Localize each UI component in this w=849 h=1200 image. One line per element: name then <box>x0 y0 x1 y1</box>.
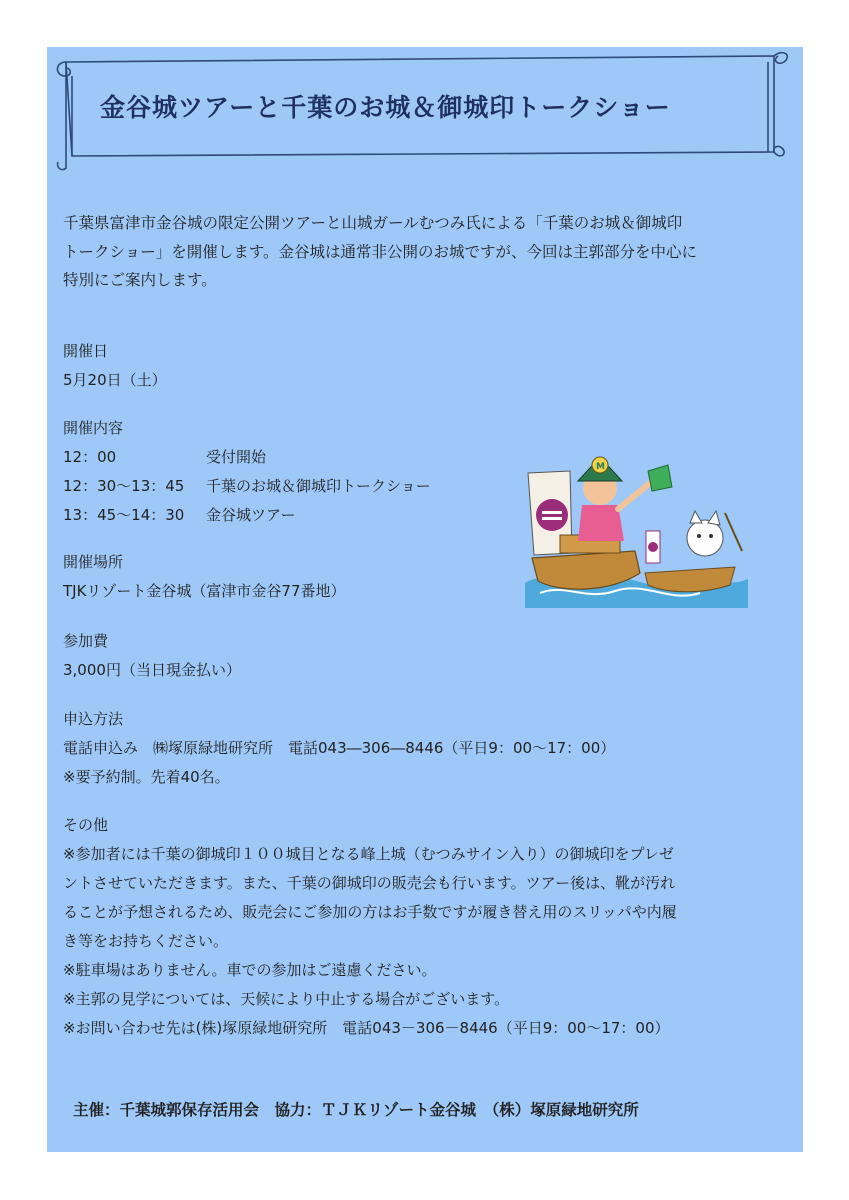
apply-heading: 申込方法 <box>63 710 124 728</box>
fee-section <box>63 627 241 685</box>
venue-section <box>63 548 346 606</box>
other-line: き等をお持ちください。 <box>63 932 229 950</box>
schedule-time: 12：30〜13：45 <box>63 477 185 495</box>
schedule-row <box>63 501 431 530</box>
other-line: ※お問い合わせ先は(株)塚原緑地研究所 電話043－306－8446（平日9：00〜17：00） <box>63 1019 670 1037</box>
schedule-row <box>63 472 431 501</box>
svg-text:M: M <box>596 462 605 472</box>
page-title: 金谷城ツアーと千葉のお城＆御城印トークショー <box>100 93 671 122</box>
content-section <box>63 414 431 530</box>
other-section <box>63 811 783 1043</box>
other-line: ントさせていただきます。また、千葉の御城印の販売会も行います。ツアー後は、靴が汚れ <box>63 874 676 892</box>
schedule-item: 受付開始 <box>206 448 267 466</box>
intro-line: トークショー」を開催します。金谷城は通常非公開のお城ですが、今回は主郭部分を中心に <box>63 242 697 261</box>
schedule-item: 金谷城ツアー <box>206 506 296 524</box>
intro-text <box>63 209 783 295</box>
venue-value: TJKリゾート金谷城（富津市金谷77番地） <box>63 582 346 600</box>
other-line: ※主郭の見学については、天候により中止する場合がございます。 <box>63 990 510 1008</box>
other-line: ることが予想されるため、販売会にご参加の方はお手数ですが履き替え用のスリッパや内履 <box>63 903 677 921</box>
schedule-time: 12：00 <box>63 448 117 466</box>
schedule-time: 13：45〜14：30 <box>63 506 185 524</box>
schedule-item: 千葉のお城＆御城印トークショー <box>206 477 431 495</box>
apply-line: 電話申込み ㈱塚原緑地研究所 電話043―306―8446（平日9：00〜17：00） <box>63 739 616 757</box>
apply-line: ※要予約制。先着40名。 <box>63 768 230 786</box>
ship-mascot-illustration <box>520 443 750 608</box>
intro-line: 千葉県富津市金谷城の限定公開ツアーと山城ガールむつみ氏による「千葉のお城＆御城印 <box>63 214 683 232</box>
date-section <box>63 337 167 395</box>
other-line: ※参加者には千葉の御城印１００城目となる峰上城（むつみサイン入り）の御城印をプレゼ <box>63 845 674 863</box>
venue-heading: 開催場所 <box>63 553 124 571</box>
other-heading: その他 <box>63 816 109 834</box>
fee-heading: 参加費 <box>63 632 109 650</box>
date-value: 5月20日（土） <box>63 371 167 389</box>
apply-section <box>63 705 615 792</box>
organizer-footer: 主催：千葉城郭保存活用会 協力：ＴＪＫリゾート金谷城 （株）塚原緑地研究所 <box>73 1101 639 1119</box>
schedule-row <box>63 443 431 472</box>
date-heading: 開催日 <box>63 342 109 360</box>
fee-value: 3,000円（当日現金払い） <box>63 661 241 679</box>
intro-line: 特別にご案内します。 <box>63 271 217 289</box>
content-heading: 開催内容 <box>63 419 124 437</box>
other-line: ※駐車場はありません。車での参加はご遠慮ください。 <box>63 961 437 979</box>
